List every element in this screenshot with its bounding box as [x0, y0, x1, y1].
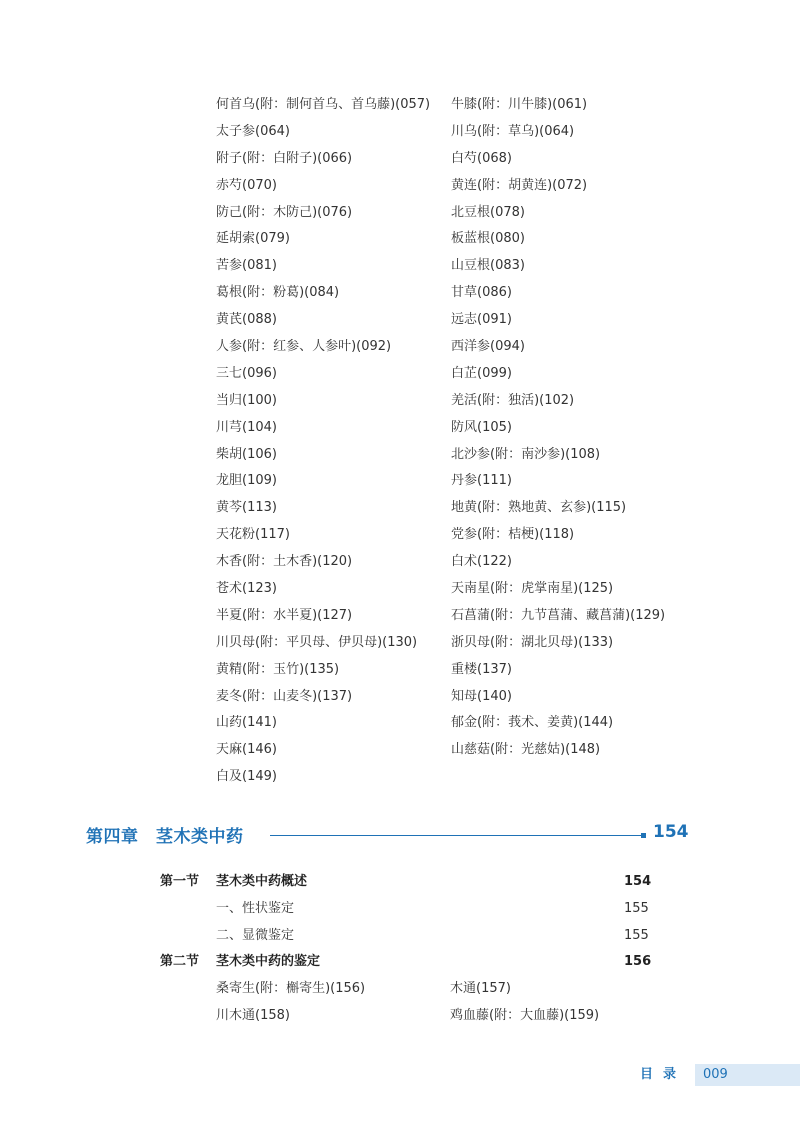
list-item — [216, 226, 696, 253]
list-item — [216, 92, 696, 119]
herb-entry[interactable]: 白术(122) — [451, 554, 512, 570]
leader-line — [270, 835, 642, 836]
section-page: 156 — [624, 954, 652, 970]
herb-entry[interactable]: 羌活(附：独活)(102) — [451, 392, 575, 408]
list-item — [216, 415, 696, 442]
subsection-title: 二、显微鉴定 — [216, 927, 295, 943]
chapter-page: 154 — [653, 822, 689, 842]
herb-entry[interactable]: 北沙参(附：南沙参)(108) — [451, 446, 601, 462]
herb-entry[interactable]: 鸡血藤(附：大血藤)(159) — [450, 1007, 600, 1023]
herb-entry[interactable]: 黄芪(088) — [216, 312, 277, 328]
list-item — [216, 173, 696, 200]
herb-entry[interactable]: 山豆根(083) — [451, 258, 525, 274]
herb-entry[interactable]: 黄芩(113) — [216, 500, 277, 516]
list-item — [216, 630, 696, 657]
subsection-row[interactable] — [160, 896, 660, 923]
list-item — [216, 603, 696, 630]
herb-entry[interactable]: 何首乌(附：制何首乌、首乌藤)(057) — [216, 97, 431, 112]
herb-entry[interactable]: 防己(附：木防己)(076) — [216, 204, 353, 220]
herb-entry[interactable]: 防风(105) — [451, 419, 512, 435]
section-number: 第二节 — [160, 954, 200, 970]
herb-entry[interactable]: 白芍(068) — [451, 150, 512, 166]
section-title: 茎木类中药概述 — [216, 874, 308, 889]
list-item — [216, 684, 696, 711]
list-item — [216, 737, 696, 764]
list-item — [216, 495, 696, 522]
herb-entry[interactable]: 木香(附：土木香)(120) — [216, 554, 353, 570]
herb-entry[interactable]: 天麻(146) — [216, 742, 277, 758]
herb-entry[interactable]: 甘草(086) — [451, 285, 512, 301]
section-toc — [160, 869, 660, 1030]
list-item — [216, 280, 696, 307]
list-item — [216, 442, 696, 469]
list-item — [216, 361, 696, 388]
herb-entry[interactable]: 天南星(附：虎掌南星)(125) — [451, 581, 614, 597]
subsection-page: 155 — [624, 900, 649, 916]
herb-entry[interactable]: 白及(149) — [216, 769, 277, 785]
list-item — [160, 1003, 660, 1030]
herb-entry[interactable]: 重楼(137) — [451, 661, 512, 677]
herb-entry[interactable]: 川贝母(附：平贝母、伊贝母)(130) — [216, 634, 418, 650]
list-item — [216, 307, 696, 334]
herb-entry[interactable]: 延胡索(079) — [216, 231, 290, 247]
herb-entry[interactable]: 丹参(111) — [451, 473, 512, 489]
list-item — [216, 146, 696, 173]
list-item — [216, 764, 696, 791]
herb-entry[interactable]: 山慈菇(附：光慈姑)(148) — [451, 742, 601, 758]
subsection-title: 一、性状鉴定 — [216, 900, 295, 916]
section-number: 第一节 — [160, 874, 200, 889]
herb-entry[interactable]: 北豆根(078) — [451, 204, 525, 220]
herb-entry[interactable]: 黄连(附：胡黄连)(072) — [451, 177, 588, 193]
herb-entry[interactable]: 山药(141) — [216, 715, 277, 731]
herb-entry[interactable]: 浙贝母(附：湖北贝母)(133) — [451, 634, 614, 650]
herb-entry[interactable]: 川芎(104) — [216, 419, 277, 435]
chapter-heading[interactable] — [86, 822, 689, 850]
section-row[interactable] — [160, 949, 660, 976]
footer-label: 目录 — [640, 1067, 687, 1082]
herb-entry[interactable]: 半夏(附：水半夏)(127) — [216, 607, 353, 623]
herb-entry[interactable]: 柴胡(106) — [216, 446, 277, 462]
leader-dot — [641, 833, 646, 838]
herb-entry[interactable]: 赤芍(070) — [216, 177, 277, 193]
list-item — [216, 657, 696, 684]
page-number: 009 — [703, 1067, 728, 1082]
list-item — [216, 549, 696, 576]
list-item — [160, 976, 660, 1003]
herb-entry[interactable]: 西洋参(094) — [451, 339, 525, 355]
herb-entry[interactable]: 苦参(081) — [216, 258, 277, 274]
herb-entry[interactable]: 川木通(158) — [216, 1007, 290, 1023]
herb-entry[interactable]: 三七(096) — [216, 365, 277, 381]
herb-entry[interactable]: 人参(附：红参、人参叶)(092) — [216, 339, 392, 355]
subsection-row[interactable] — [160, 923, 660, 950]
herb-entry[interactable]: 当归(100) — [216, 392, 277, 408]
herb-entry[interactable]: 桑寄生(附：槲寄生)(156) — [216, 981, 366, 997]
herb-entry[interactable]: 板蓝根(080) — [451, 231, 525, 247]
herb-entry[interactable]: 石菖蒲(附：九节菖蒲、藏菖蒲)(129) — [451, 607, 666, 623]
herb-entry[interactable]: 党参(附：桔梗)(118) — [451, 527, 575, 543]
herb-entry[interactable]: 天花粉(117) — [216, 527, 290, 543]
herb-entry[interactable]: 麦冬(附：山麦冬)(137) — [216, 688, 353, 704]
list-item — [216, 522, 696, 549]
herb-entry[interactable]: 郁金(附：莪术、姜黄)(144) — [451, 715, 614, 731]
list-item — [216, 388, 696, 415]
list-item — [216, 200, 696, 227]
herb-entry[interactable]: 附子(附：白附子)(066) — [216, 150, 353, 166]
herb-entry[interactable]: 地黄(附：熟地黄、玄参)(115) — [451, 500, 627, 516]
herb-entry[interactable]: 木通(157) — [450, 981, 511, 997]
list-item — [216, 576, 696, 603]
herb-entry[interactable]: 太子参(064) — [216, 123, 290, 139]
section-page: 154 — [624, 874, 652, 889]
section-title: 茎木类中药的鉴定 — [216, 954, 321, 970]
list-item — [216, 253, 696, 280]
herb-entry[interactable]: 川乌(附：草乌)(064) — [451, 123, 575, 139]
herb-entry[interactable]: 白芷(099) — [451, 365, 512, 381]
list-item — [216, 119, 696, 146]
herb-entry[interactable]: 黄精(附：玉竹)(135) — [216, 661, 340, 677]
herb-entry[interactable]: 远志(091) — [451, 312, 512, 328]
subsection-page: 155 — [624, 927, 649, 943]
herb-entry[interactable]: 葛根(附：粉葛)(084) — [216, 285, 340, 301]
herb-list — [216, 92, 696, 791]
herb-entry[interactable]: 龙胆(109) — [216, 473, 277, 489]
herb-entry[interactable]: 牛膝(附：川牛膝)(061) — [451, 97, 588, 112]
herb-entry[interactable]: 知母(140) — [451, 688, 512, 704]
list-item — [216, 710, 696, 737]
list-item — [216, 334, 696, 361]
section-row[interactable] — [160, 869, 660, 896]
chapter-title: 第四章 茎木类中药 — [86, 827, 244, 847]
herb-entry[interactable]: 苍术(123) — [216, 581, 277, 597]
list-item — [216, 468, 696, 495]
